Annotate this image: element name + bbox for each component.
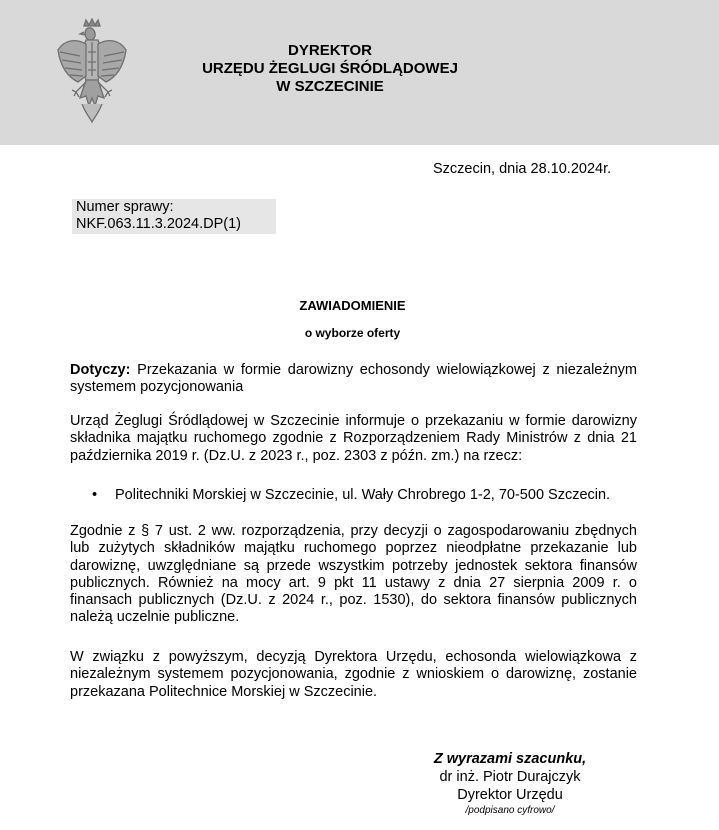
- office-title-line: W SZCZECINIE: [276, 78, 384, 95]
- signature-block: [400, 750, 620, 817]
- case-number-label: Numer sprawy:: [76, 199, 174, 215]
- office-title-line: DYREKTOR: [288, 42, 372, 59]
- subject-text: Przekazania w formie darowizny echosondy wielowiązkowej z niezależnym systemem pozycjonowania: [70, 362, 637, 396]
- document-subheading: o wyborze oferty: [304, 326, 401, 340]
- polish-eagle-icon: [56, 18, 128, 126]
- case-number-box: [72, 199, 276, 234]
- decision-paragraph: W związku z powyższym, decyzją Dyrektora Urzędu, echosonda wielowiązkowa z niezależnym systemem pozycjonowania, zgodnie z wnioskiem o darowiznę, zostanie przekazana Politechnice Morskiej w Szczecinie.: [70, 649, 637, 700]
- place-date: Szczecin, dnia 28.10.2024r.: [433, 161, 612, 177]
- digital-signature-note: /podpisano cyfrowo/: [465, 805, 555, 816]
- letterhead: [0, 0, 719, 145]
- bullet-icon: •: [92, 487, 98, 503]
- legal-basis-paragraph: Zgodnie z § 7 ust. 2 ww. rozporządzenia, przy decyzji o zagospodarowaniu zbędnych lub zużytych składników majątku ruchomego poprzez nieodpłatne przekazanie lub darowiznę, uwzględniane są przede wszystkim potrzeby jednostek sektora finansów publicznych. Również na mocy art. 9 pkt 11 ustawy z dnia 27 sierpnia 2009 r. o finansach publicznych (Dz.U. z 2024 r., poz. 1530), do sektora finansów publicznych należą uczelnie publiczne.: [70, 523, 637, 626]
- signatory-title: Dyrektor Urzędu: [457, 787, 563, 803]
- office-title: [180, 42, 480, 96]
- document-heading: ZAWIADOMIENIE: [299, 298, 406, 313]
- subject-paragraph: [70, 362, 637, 397]
- subject-label: Dotyczy:: [70, 362, 131, 378]
- recipient-text: Politechniki Morskiej w Szczecinie, ul. Wały Chrobrego 1-2, 70-500 Szczecin.: [115, 487, 611, 503]
- office-title-line: URZĘDU ŻEGLUGI ŚRÓDLĄDOWEJ: [202, 60, 458, 77]
- closing-regards: Z wyrazami szacunku,: [433, 751, 587, 767]
- signatory-name: dr inż. Piotr Durajczyk: [439, 769, 581, 785]
- case-number-value: NKF.063.11.3.2024.DP(1): [76, 216, 241, 232]
- intro-paragraph: Urząd Żeglugi Śródlądowej w Szczecinie informuje o przekazaniu w formie darowizny składnika majątku ruchomego zgodnie z Rozporządzeniem Rady Ministrów z dnia 21 października 2019 r. (Dz.U. z 2023 r., poz. 2303 z późn. zm.) na rzecz:: [70, 413, 637, 464]
